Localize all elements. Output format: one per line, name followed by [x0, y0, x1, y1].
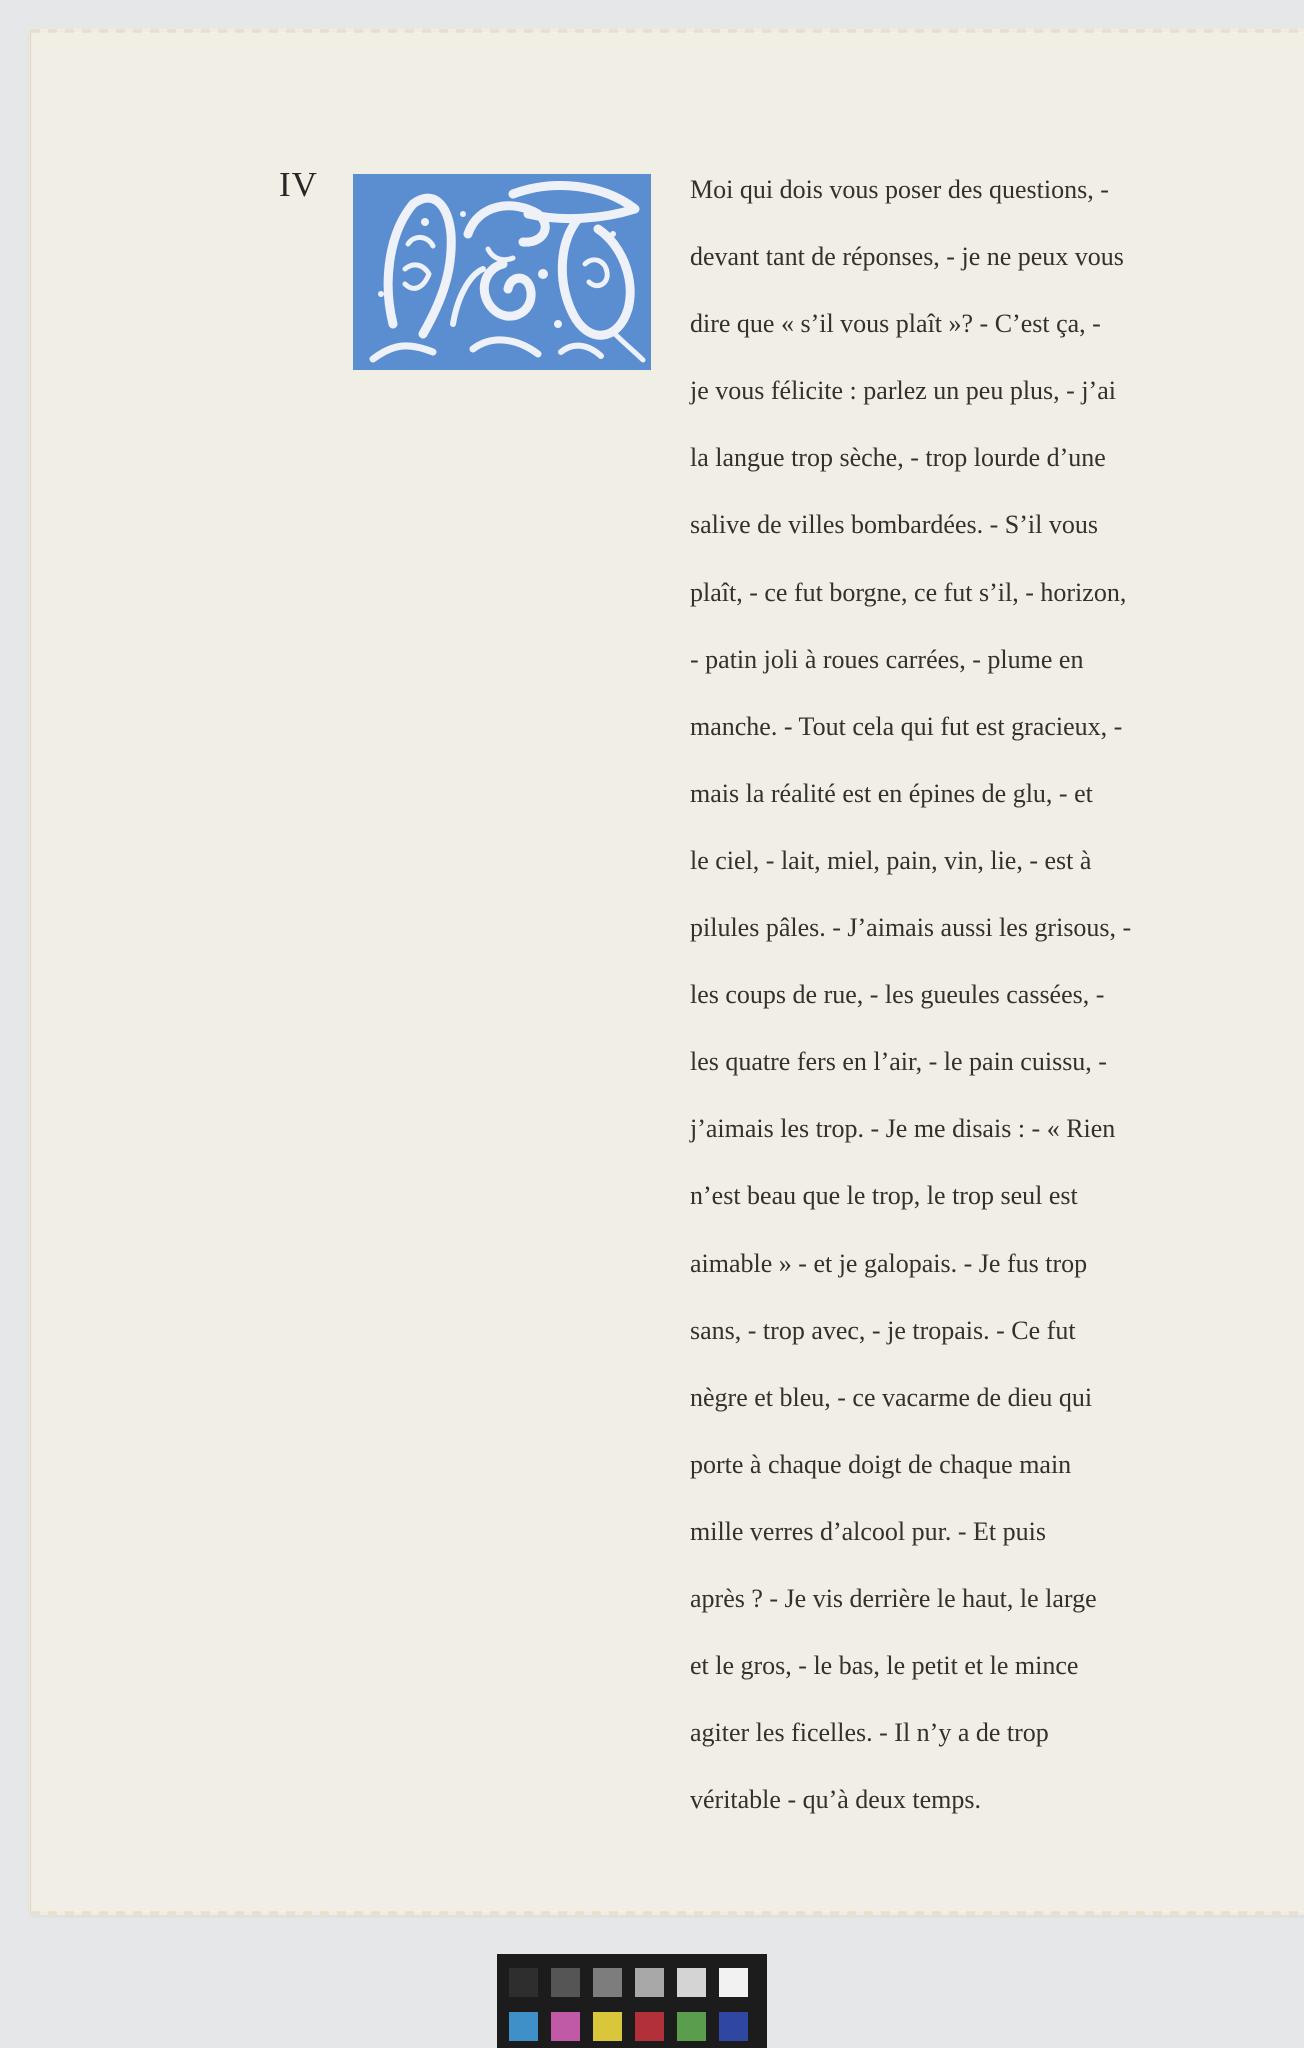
- poem-line: devant tant de réponses, - je ne peux vous: [690, 242, 1124, 272]
- poem-line: sans, - trop avec, - je tropais. - Ce fut: [690, 1315, 1076, 1345]
- poem-line: les quatre fers en l’air, - le pain cuissu, -: [690, 1047, 1107, 1077]
- poem-line: et le gros, - le bas, le petit et le mince: [690, 1651, 1079, 1681]
- poem-line: salive de villes bombardées. - S’il vous: [690, 510, 1098, 540]
- color-swatch: [635, 2012, 664, 2041]
- poem-line: aimable » - et je galopais. - Je fus trop: [690, 1248, 1088, 1278]
- poem-line: agiter les ficelles. - Il n’y a de trop: [690, 1718, 1049, 1748]
- poem-line: Moi qui dois vous poser des questions, -: [690, 175, 1109, 204]
- book-page: [30, 30, 1304, 1914]
- poem-line: mille verres d’alcool pur. - Et puis: [690, 1516, 1046, 1546]
- color-swatch: [551, 1968, 580, 1997]
- poem-line: pilules pâles. - J’aimais aussi les grisous, -: [690, 913, 1132, 943]
- poem-line: le ciel, - lait, miel, pain, vin, lie, - est à: [690, 845, 1092, 875]
- deckle-edge-bottom: [31, 1911, 1304, 1915]
- poem-line: véritable - qu’à deux temps.: [690, 1785, 981, 1815]
- color-swatch: [677, 2012, 706, 2041]
- chapter-numeral: IV: [279, 165, 318, 204]
- color-swatch: [593, 1968, 622, 1997]
- poem-line: dire que « s’il vous plaît »? - C’est ça, -: [690, 309, 1101, 339]
- deckle-edge-top: [31, 29, 1304, 33]
- color-swatch: [635, 1968, 664, 1997]
- poem-line: j’aimais les trop. - Je me disais : - « Rien: [690, 1114, 1116, 1144]
- poem-line: manche. - Tout cela qui fut est gracieux, -: [690, 711, 1123, 741]
- color-swatch: [593, 2012, 622, 2041]
- poem-line: les coups de rue, - les gueules cassées, -: [690, 980, 1105, 1010]
- color-swatch: [677, 1968, 706, 1997]
- poem-line: je vous félicite : parlez un peu plus, - j’ai: [690, 376, 1116, 406]
- color-calibration-card: [497, 1954, 767, 2048]
- poem-line: - patin joli à roues carrées, - plume en: [690, 644, 1084, 674]
- woodcut-figures-image: [353, 174, 651, 370]
- poem-line: mais la réalité est en épines de glu, - et: [690, 778, 1093, 808]
- woodcut-illustration: [353, 174, 651, 370]
- color-swatch: [719, 1968, 748, 1997]
- poem-text: [690, 156, 1210, 1833]
- color-swatch: [509, 2012, 538, 2041]
- poem-line: plaît, - ce fut borgne, ce fut s’il, - horizon,: [690, 577, 1127, 607]
- poem-line: nègre et bleu, - ce vacarme de dieu qui: [690, 1382, 1093, 1412]
- color-swatch: [551, 2012, 580, 2041]
- color-swatch: [509, 1968, 538, 1997]
- poem-line: après ? - Je vis derrière le haut, le large: [690, 1583, 1097, 1613]
- color-swatch: [719, 2012, 748, 2041]
- poem-line: porte à chaque doigt de chaque main: [690, 1449, 1072, 1479]
- poem-line: la langue trop sèche, - trop lourde d’une: [690, 443, 1106, 473]
- poem-line: n’est beau que le trop, le trop seul est: [690, 1181, 1078, 1211]
